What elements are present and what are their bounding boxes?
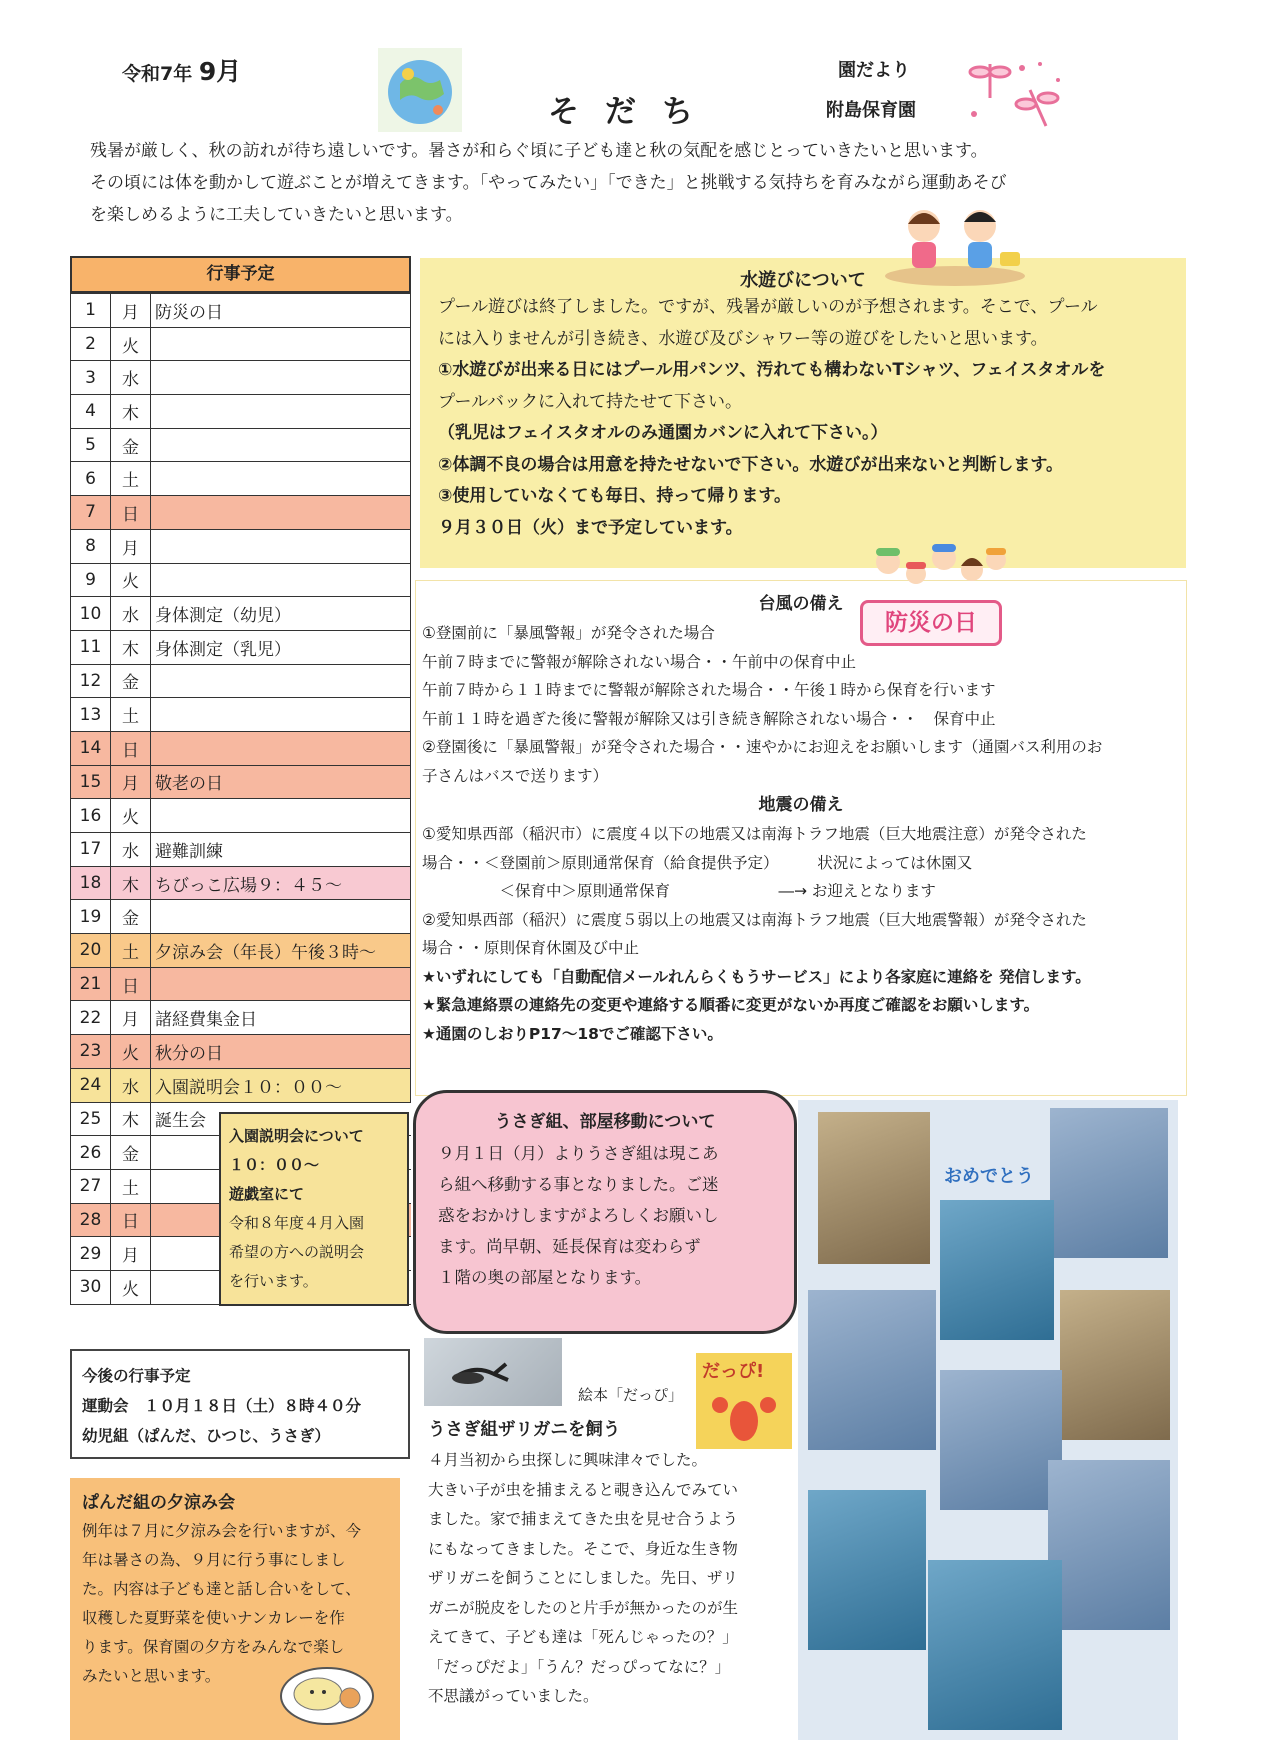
schedule-row <box>71 1068 411 1102</box>
schedule-weekday: 月 <box>111 1237 151 1271</box>
schedule-day: 9 <box>71 563 111 597</box>
typhoon-line: 午前７時までに警報が解除されない場合・・午前中の保育中止 <box>422 652 857 671</box>
schedule-day: 29 <box>71 1237 111 1271</box>
crayfish-cartoon-icon <box>696 1387 792 1447</box>
crayfish-line: 不思議がっていました。 <box>428 1687 599 1705</box>
child-photo <box>1050 1108 1168 1258</box>
schedule-weekday: 水 <box>111 1068 151 1102</box>
usagi-line: ９月１日（月）よりうさぎ組は現こあ <box>438 1144 719 1163</box>
upcoming-line-2: 幼児組（ぱんだ、ひつじ、うさぎ） <box>82 1427 331 1445</box>
schedule-weekday: 金 <box>111 428 151 462</box>
crayfish-photo <box>424 1338 562 1406</box>
schedule-event: 入園説明会１０：００～ <box>151 1068 411 1102</box>
typhoon-line: 午前７時から１１時までに警報が解除された場合・・午後１時から保育を行います <box>422 681 996 699</box>
typhoon-line: 子さんはバスで送ります） <box>422 766 609 785</box>
schedule-day: 22 <box>71 1001 111 1035</box>
schedule-event: 誕生会 <box>151 1102 411 1136</box>
schedule-day: 15 <box>71 765 111 799</box>
schedule-event: 身体測定（幼児） <box>151 597 411 631</box>
schedule-day: 17 <box>71 833 111 867</box>
schedule-weekday: 日 <box>111 731 151 765</box>
typhoon-line: ②登園後に「暴風警報」が発令された場合・・速やかにお迎えをお願いします（通園バス利用のお <box>422 738 1103 756</box>
usagi-line: ます。尚早朝、延長保育は変わらず <box>438 1237 701 1256</box>
typhoon-title: 台風の備え <box>758 594 844 614</box>
child-photo <box>818 1112 930 1264</box>
schedule-weekday: 水 <box>111 361 151 395</box>
schedule-weekday: 水 <box>111 833 151 867</box>
issue-month: 9月 <box>198 57 242 86</box>
schedule-weekday: 火 <box>111 563 151 597</box>
schedule-weekday: 火 <box>111 1270 151 1304</box>
schedule-day: 14 <box>71 731 111 765</box>
schedule-event: 敬老の日 <box>151 765 411 799</box>
children-playing-illustration-icon <box>880 200 1030 288</box>
schedule-event <box>151 731 411 765</box>
child-photo <box>940 1370 1062 1510</box>
crayfish-line: 大きい子が虫を捕まえると覗き込んでみてい <box>428 1480 739 1499</box>
panda-line: 例年は７月に夕涼み会を行いますが、今 <box>82 1522 362 1540</box>
schedule-weekday: 日 <box>111 967 151 1001</box>
schedule-day: 4 <box>71 395 111 429</box>
issue-era-year: 令和7年 <box>122 63 193 85</box>
schedule-row <box>71 866 411 900</box>
schedule-row <box>71 664 411 698</box>
quake-line: 場合・・原則保育休園及び中止 <box>422 939 640 957</box>
schedule-weekday: 月 <box>111 294 151 328</box>
water-title: 水遊びについて <box>740 270 866 291</box>
schedule-day: 26 <box>71 1136 111 1170</box>
water-line: には入りませんが引き続き、水遊び及びシャワー等の遊びをしたいと思います。 <box>438 328 1048 349</box>
usagi-room-move-section <box>413 1090 797 1334</box>
schedule-row <box>71 900 411 934</box>
usagi-line: ら組へ移動する事となりました。ご迷 <box>438 1175 719 1194</box>
schedule-row <box>71 765 411 799</box>
schedule-event <box>151 327 411 361</box>
schedule-day: 8 <box>71 529 111 563</box>
schedule-row <box>71 496 411 530</box>
usagi-line: １階の奥の部屋となります。 <box>438 1268 652 1287</box>
water-line: ③使用していなくても毎日、持って帰ります。 <box>438 486 792 506</box>
typhoon-line: 午前１１時を過ぎた後に警報が解除又は引き続き解除されない場合・・ 保育中止 <box>422 709 996 728</box>
panda-line: 収穫した夏野菜を使いナンカレーを作 <box>82 1609 345 1627</box>
schedule-day: 10 <box>71 597 111 631</box>
schedule-weekday: 火 <box>111 1035 151 1069</box>
schedule-day: 7 <box>71 496 111 530</box>
schedule-event <box>151 361 411 395</box>
usagi-line: 惑をおかけしますがよろしくお願いし <box>438 1206 719 1225</box>
upcoming-title: 今後の行事予定 <box>82 1367 191 1385</box>
schedule-event: 諸経費集金日 <box>151 1001 411 1035</box>
schedule-weekday: 土 <box>111 462 151 496</box>
schedule-day: 30 <box>71 1270 111 1304</box>
upcoming-line-1: 運動会 １０月１８日（土）８時４０分 <box>82 1397 362 1415</box>
quake-note: ★通園のしおりP17～18でご確認下さい。 <box>422 1024 723 1043</box>
admission-briefing-box <box>219 1112 409 1306</box>
crayfish-body <box>428 1446 778 1712</box>
child-photo <box>1048 1460 1170 1630</box>
children-group-illustration-icon <box>858 540 1008 604</box>
schedule-row <box>71 731 411 765</box>
schedule-weekday: 土 <box>111 934 151 968</box>
schedule-event <box>151 462 411 496</box>
schedule-day: 3 <box>71 361 111 395</box>
picture-book-label: 絵本「だっぴ」 <box>578 1386 684 1404</box>
schedule-day: 20 <box>71 934 111 968</box>
schedule-weekday: 日 <box>111 1203 151 1237</box>
crayfish-line: ザリガニを飼うことにしました。先日、ザリ <box>428 1569 738 1587</box>
schedule-row <box>71 967 411 1001</box>
schedule-day: 24 <box>71 1068 111 1102</box>
schedule-row <box>71 934 411 968</box>
schedule-event <box>151 967 411 1001</box>
schedule-day: 27 <box>71 1169 111 1203</box>
schedule-row <box>71 529 411 563</box>
schedule-day: 1 <box>71 294 111 328</box>
schedule-row <box>71 462 411 496</box>
schedule-day: 13 <box>71 698 111 732</box>
school-name: 附島保育園 <box>826 100 916 121</box>
admission-briefing-title: 入園説明会について <box>229 1127 364 1145</box>
panda-title: ぱんだ組の夕涼み会 <box>82 1493 235 1513</box>
schedule-weekday: 水 <box>111 597 151 631</box>
crayfish-line: 「だっぴだよ」「うん？だっぴってなに？」 <box>428 1657 731 1676</box>
schedule-weekday: 木 <box>111 866 151 900</box>
schedule-event: 防災の日 <box>151 294 411 328</box>
quake-title: 地震の備え <box>758 795 844 815</box>
child-photo <box>1060 1290 1170 1440</box>
panda-line: ります。保育園の夕方をみんなで楽し <box>82 1638 345 1656</box>
schedule-row <box>71 1035 411 1069</box>
schedule-title: 行事予定 <box>70 256 411 293</box>
water-line: プールバックに入れて持たせて下さい。 <box>438 391 742 412</box>
quake-line: ②愛知県西部（稲沢）に震度５弱以上の地震又は南海トラフ地震（巨大地震警報）が発令された <box>422 910 1087 929</box>
schedule-day: 19 <box>71 900 111 934</box>
picture-book-title: だっぴ! <box>702 1361 765 1382</box>
schedule-weekday: 月 <box>111 1001 151 1035</box>
schedule-event <box>151 496 411 530</box>
child-photo <box>940 1200 1054 1340</box>
panda-line: みたいと思います。 <box>82 1667 221 1685</box>
schedule-row <box>71 428 411 462</box>
schedule-weekday: 木 <box>111 1102 151 1136</box>
schedule-row <box>71 799 411 833</box>
schedule-row <box>71 1001 411 1035</box>
water-line: プール遊びは終了しました。ですが、残暑が厳しいのが予想されます。そこで、プール <box>438 297 1098 317</box>
picture-book-cover <box>696 1353 792 1449</box>
typhoon-line: ①登園前に「暴風警報」が発令された場合 <box>422 624 715 642</box>
dragonfly-icon <box>960 52 1070 132</box>
schedule-day: 28 <box>71 1203 111 1237</box>
schedule-row <box>71 833 411 867</box>
schedule-row <box>71 395 411 429</box>
schedule-weekday: 土 <box>111 698 151 732</box>
schedule-event <box>151 529 411 563</box>
admission-briefing-place: 遊戯室にて <box>229 1185 305 1203</box>
schedule-day: 16 <box>71 799 111 833</box>
water-line: ②体調不良の場合は用意を持たせないで下さい。水遊びが出来ないと判断します。 <box>438 454 1064 475</box>
schedule-event: 身体測定（乳児） <box>151 630 411 664</box>
schedule-event: 避難訓練 <box>151 833 411 867</box>
schedule-row <box>71 294 411 328</box>
panda-line: た。内容は子ども達と話し合いをして、 <box>82 1580 361 1598</box>
admission-briefing-line: 令和８年度４月入園 <box>229 1214 365 1232</box>
quake-line: ①愛知県西部（稲沢市）に震度４以下の地震又は南海トラフ地震（巨大地震注意）が発令された <box>422 825 1087 843</box>
admission-briefing-line: を行います。 <box>229 1272 318 1290</box>
crayfish-line: にもなってきました。そこで、身近な生き物 <box>428 1539 738 1558</box>
quake-note: ★いずれにしても「自動配信メールれんらくもうサービス」により各家庭に連絡を 発信します。 <box>422 967 1091 986</box>
schedule-event <box>151 900 411 934</box>
schedule-weekday: 木 <box>111 395 151 429</box>
schedule-event: 夕涼み会（年長）午後３時～ <box>151 934 411 968</box>
birthday-photo-collage <box>798 1100 1178 1740</box>
schedule-event <box>151 428 411 462</box>
admission-briefing-time: １０：００～ <box>229 1156 320 1174</box>
disaster-day-badge: 防災の日 <box>860 600 1002 646</box>
schedule-row <box>71 327 411 361</box>
crayfish-line: ４月当初から虫探しに興味津々でした。 <box>428 1451 708 1469</box>
issue-date <box>122 52 241 88</box>
water-line: ９月３０日（火）まで予定しています。 <box>438 517 743 538</box>
crayfish-title: うさぎ組ザリガニを飼う <box>428 1420 621 1440</box>
crayfish-line: ました。家で捕まえてきた虫を見せ合うよう <box>428 1510 739 1528</box>
schedule-weekday: 火 <box>111 327 151 361</box>
intro-line-1: 残暑が厳しく、秋の訪れが待ち遠しいです。暑さが和らぐ頃に子ども達と秋の気配を感じとっていきたいと思います。 <box>90 141 988 161</box>
disaster-preparedness-section <box>415 580 1187 1096</box>
child-photo <box>928 1560 1062 1730</box>
congratulations-banner: おめでとう <box>944 1166 1034 1187</box>
schedule-day: 5 <box>71 428 111 462</box>
schedule-weekday: 月 <box>111 765 151 799</box>
schedule-weekday: 日 <box>111 496 151 530</box>
schedule-row <box>71 563 411 597</box>
schedule-event <box>151 799 411 833</box>
schedule-weekday: 火 <box>111 799 151 833</box>
schedule-event <box>151 563 411 597</box>
schedule-weekday: 木 <box>111 630 151 664</box>
schedule-event <box>151 395 411 429</box>
schedule-event: 秋分の日 <box>151 1035 411 1069</box>
usagi-title: うさぎ組、部屋移動について <box>494 1112 716 1132</box>
schedule-day: 23 <box>71 1035 111 1069</box>
child-photo <box>808 1290 936 1450</box>
crayfish-icon <box>424 1338 562 1406</box>
globe-illustration-icon <box>378 48 462 132</box>
schedule-weekday: 金 <box>111 664 151 698</box>
child-photo <box>808 1490 926 1650</box>
schedule-day: 18 <box>71 866 111 900</box>
schedule-day: 2 <box>71 327 111 361</box>
schedule-event: ちびっこ広場９：４５～ <box>151 866 411 900</box>
schedule-event <box>151 698 411 732</box>
crayfish-line: ガニが脱皮をしたのと片手が無かったのが生 <box>428 1598 739 1617</box>
schedule-day: 25 <box>71 1102 111 1136</box>
intro-line-2: その頃には体を動かして遊ぶことが増えてきます。「やってみたい」「できた」と挑戦する気持ちを育みながら運動あそび <box>90 173 1007 193</box>
schedule-row <box>71 597 411 631</box>
schedule-row <box>71 361 411 395</box>
quake-line: 場合・・＜登園前＞原則通常保育（給食提供予定） 状況によっては休園又 <box>422 853 973 872</box>
schedule-weekday: 金 <box>111 1136 151 1170</box>
schedule-event <box>151 664 411 698</box>
schedule-day: 21 <box>71 967 111 1001</box>
intro-line-3: を楽しめるように工夫していきたいと思います。 <box>90 205 463 225</box>
schedule-weekday: 月 <box>111 529 151 563</box>
schedule-weekday: 土 <box>111 1169 151 1203</box>
upcoming-events-box <box>70 1349 410 1459</box>
water-line: ①水遊びが出来る日にはプール用パンツ、汚れても構わないTシャツ、フェイスタオルを <box>438 360 1106 380</box>
water-play-section <box>420 258 1186 568</box>
panda-line: 年は暑さの為、９月に行う事にしまし <box>82 1551 346 1569</box>
schedule-row <box>71 630 411 664</box>
schedule-day: 6 <box>71 462 111 496</box>
schedule-weekday: 金 <box>111 900 151 934</box>
crayfish-line: えてきて、子ども達は「死んじゃったの？」 <box>428 1628 738 1646</box>
admission-briefing-line: 希望の方への説明会 <box>229 1243 365 1261</box>
quake-line: ＜保育中＞原則通常保育 ―→ お迎えとなります <box>422 882 936 900</box>
newsletter-label: 園だより <box>838 60 910 81</box>
curry-plate-icon <box>278 1660 376 1728</box>
schedule-day: 12 <box>71 664 111 698</box>
schedule-day: 11 <box>71 630 111 664</box>
quake-note: ★緊急連絡票の連絡先の変更や連絡する順番に変更がないか再度ご確認をお願いします。 <box>422 996 1040 1014</box>
water-line: （乳児はフェイスタオルのみ通園カバンに入れて下さい。） <box>438 423 888 443</box>
newsletter-title: そだち <box>548 94 719 130</box>
schedule-row <box>71 698 411 732</box>
